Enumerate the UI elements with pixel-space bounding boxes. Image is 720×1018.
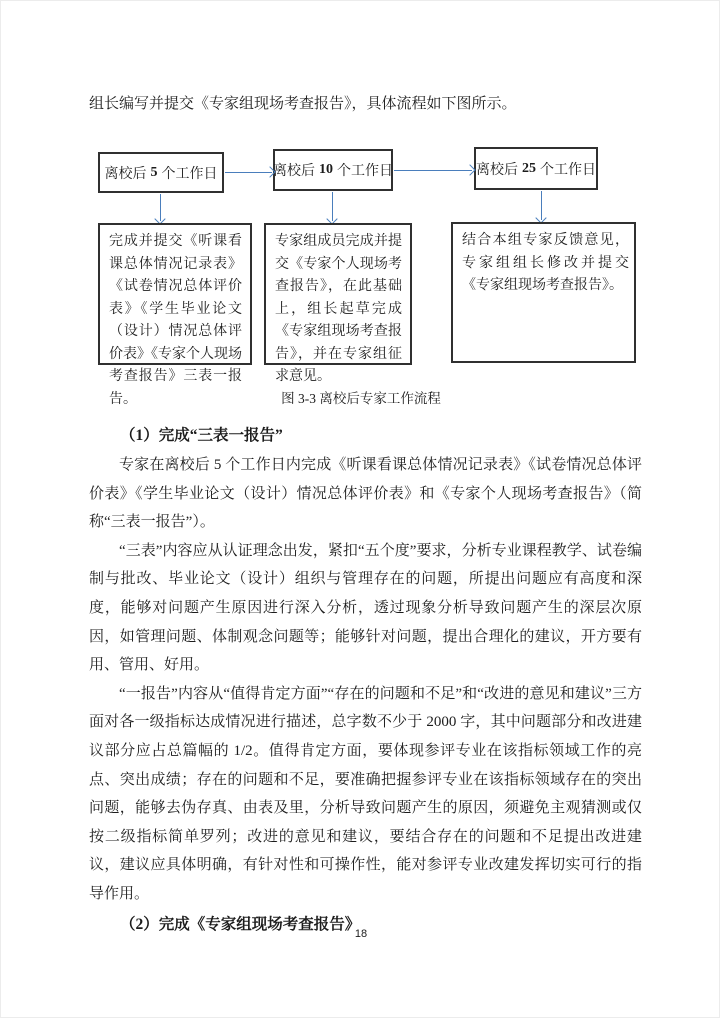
flow-detail-box-3: 结合本组专家反馈意见，专家组组长修改并提交《专家组现场考查报告》。 — [451, 222, 636, 363]
stage-label: 个工作日 — [161, 166, 218, 182]
stage-label: 离校后 — [273, 164, 315, 179]
stage-label: 个工作日 — [540, 162, 596, 178]
stage-label: 离校后 — [476, 162, 518, 178]
arrow-down-icon — [332, 192, 333, 221]
flow-detail-box-2: 专家组成员完成并提交《专家个人现场考查报告》，在此基础上，组长起草完成《专家组现场考查报告》，并在专家组征求意见。 — [264, 223, 412, 365]
arrow-right-icon — [225, 172, 272, 173]
section-heading-1: （1）完成“三表一报告” — [120, 427, 283, 444]
page-number: 18 — [354, 928, 368, 940]
body-text — [89, 420, 642, 940]
body-paragraph: “一报告”内容从“值得肯定方面”“存在的问题和不足”和“改进的意见和建议”三方面对各一级指标达成情况进行描述，总字数不少于 2000 字，其中问题部分和改进建议部分应占总篇幅的 1/2。值得肯定方面，要体现参评专业在该指标领域工作的亮点、突出成绩；存在的问题和不足，要准确把握参评专业在该指标领域存在的突出问题，能够去伪存真、由表及里，分析导致问题产生的原因，须避免主观猜测或仅按二级指标简单罗列；改进的意见和建议，要结合存在的问题和不足提出改进建议，建议应具体明确，有针对性和可操作性，能对参评专业改建发挥切实可行的指导作用。 — [89, 685, 642, 902]
stage-days: 5 — [150, 164, 158, 180]
arrow-down-icon — [160, 194, 161, 221]
stage-days: 10 — [319, 162, 333, 177]
body-paragraph: “三表”内容应从认证理念出发，紧扣“五个度”要求，分析专业课程教学、试卷编制与批改、毕业论文（设计）组织与管理存在的问题，所提出问题应有高度和深度，能够对问题产生原因进行深入分析，透过现象分析导致问题产生的深层次原因，如管理问题、体制观念问题等；能够针对问题，提出合理化的建议，开方要有用、管用、好用。 — [89, 542, 642, 674]
section-heading-2: （2）完成《专家组现场考查报告》 — [120, 915, 361, 933]
stage-days: 25 — [522, 160, 536, 176]
arrow-right-icon — [394, 170, 472, 171]
flow-stage-box-2 — [273, 149, 393, 191]
flow-detail-box-1: 完成并提交《听课看课总体情况记录表》《试卷情况总体评价表》《学生毕业论文（设计）情况总体评价表》《专家个人现场考查报告》三表一报告。 — [98, 223, 252, 365]
arrow-down-icon — [541, 191, 542, 220]
stage-label: 离校后 — [104, 166, 147, 182]
flow-stage-box-3 — [474, 147, 598, 190]
stage-label: 个工作日 — [337, 164, 393, 179]
flow-stage-box-1 — [98, 152, 224, 193]
intro-paragraph: 组长编写并提交《专家组现场考查报告》，具体流程如下图所示。 — [89, 96, 517, 112]
figure-caption: 图 3-3 离校后专家工作流程 — [281, 391, 441, 406]
body-paragraph: 专家在离校后 5 个工作日内完成《听课看课总体情况记录表》《试卷情况总体评价表》《学生毕业论文（设计）情况总体评价表》和《专家个人现场考查报告》（简称“三表一报告”）。 — [89, 457, 642, 531]
